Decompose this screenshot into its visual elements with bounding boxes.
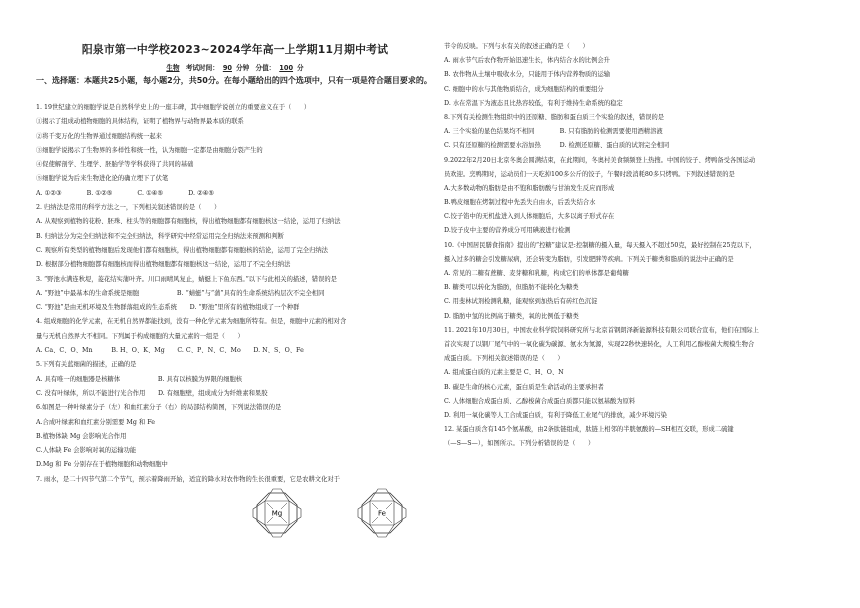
exam-meta bbox=[36, 62, 434, 72]
right-column-line: 8.下列有关检测生物组织中的还原糖、脂肪和蛋白质三个实验的叙述，错误的是 bbox=[444, 113, 665, 121]
left-column-line: D. 根据部分植物细胞都有细胞核而得出植物细胞都有细胞核这一结论，运用了不完全归纳法 bbox=[36, 261, 291, 269]
right-column-line: D.饺子皮中主要的营养成分可用碘液进行检测 bbox=[444, 227, 571, 235]
right-column-line: （—S—S—），如图所示。下列分析错误的是（ ） bbox=[444, 440, 595, 448]
right-column-line: 10.《中国居民膳食指南》提出的“控糖”建议是:控制糖的摄入量，每天摄入不超过50克，最好控制在25克以下， bbox=[444, 241, 756, 249]
time-unit: 分钟 bbox=[236, 64, 250, 72]
right-column-line: B.鸭皮细胞在烤制过程中先丢失自由水，后丢失结合水 bbox=[444, 199, 596, 207]
left-column-line: A.合成叶绿素和血红素分别需要 Mg 和 Fe bbox=[36, 418, 155, 426]
left-column-line: A. 从观察到植物的花粉、胚珠、柱头等的细胞都有细胞核，得出植物细胞都有细胞核这一结论，运用了归纳法 bbox=[36, 218, 341, 226]
chlorophyll-structure bbox=[253, 489, 301, 537]
right-column-line: D. 水在常温下为液态且比热容较低，有利于维持生命系统的稳定 bbox=[444, 99, 623, 107]
left-column-line: ②将千变万化的生物界通过细胞结构统一起来 bbox=[36, 132, 162, 140]
left-column-line: A. Ca、C、O、Mn B. H、O、K、Mg C. C、P、N、C、Mo D. N、S、O、Fe bbox=[36, 347, 304, 355]
left-column-line: 1. 19世纪建立的细胞学说是自然科学史上的一座丰碑，其中细胞学说创立的重要意义在于（ ） bbox=[36, 104, 311, 111]
mg-label: Mg bbox=[271, 509, 283, 518]
right-column-line: 员欢迎。烹鸭期时，运动员们一天吃掉100多公斤的饺子，午餐时段消耗80多只烤鸭。下列叙述错误的是 bbox=[444, 170, 735, 178]
left-column-line: ③细胞学说揭示了生物界的多样性和统一性，认为细胞一定都是由细胞分裂产生的 bbox=[36, 146, 263, 154]
right-column-line: 摄入过多的糖会引发糖尿病，还会转变为脂肪，引发肥胖等疾病。下列关于糖类和脂质的说法中正确的是 bbox=[444, 255, 734, 263]
right-column-line: B. 糖类可以转化为脂肪，但脂肪不能转化为糖类 bbox=[444, 284, 579, 292]
left-column bbox=[36, 101, 434, 487]
right-column-line: 11. 2021年10月30日，中国农业科学院饲料研究所与北京首钢朗泽新能源科技有限公司联合宣布，他们在国际上 bbox=[444, 326, 759, 334]
heme-structure bbox=[358, 489, 406, 537]
right-column-line: 首次实现了以钢厂尾气中的一氧化碳为碳源、氨水为氮源，实现22秒快速转化，人工利用乙醇梭菌大规模生物合 bbox=[444, 340, 755, 348]
right-column-line: 成蛋白质。下列相关叙述错误的是（ ） bbox=[444, 355, 564, 363]
right-column-line: A. 三个实验的显色结果均不相同 B. 只有脂肪的检测需要使用酒精溶液 bbox=[444, 128, 663, 136]
left-column-line: ④促使解剖学、生理学、胚胎学等学科获得了共同的基础 bbox=[36, 161, 194, 169]
right-column-line: C. 用斐林试剂检测乳糖，能观察到加热后有砖红色沉淀 bbox=[444, 298, 598, 306]
left-column-line: C. 观察所有类型的植物细胞后发现他们都有细胞核，得出植物细胞都有细胞核的结论，运用了完全归纳法 bbox=[36, 246, 328, 254]
time-value: 90 bbox=[222, 64, 232, 72]
left-column-line: 3. “野池水满连秋堤，菱花结实蒲叶齐。川口雨晴风复止，蜻蜓上下鱼东西。”以下与此相关的描述，错误的是 bbox=[36, 275, 337, 283]
right-column-line: 9.2022年2月20日北京冬奥会圆满结束，在此期间，冬奥村美食频频登上热搜。中国的饺子、烤鸭备受各国运动 bbox=[444, 156, 756, 164]
left-column-line: D.Mg 和 Fe 分别存在于植物细胞和动物细胞中 bbox=[36, 461, 168, 469]
left-column-line: A. “野池”中最基本的生命系统是细胞 B. “蜻蜓”与“蒲”具有的生命系统结构层次不完全相同 bbox=[36, 289, 325, 297]
left-column-line: ①揭示了组成动植物细胞的具体结构，证明了植物界与动物界最本质的联系 bbox=[36, 118, 244, 126]
right-column-line: B. 农作物从土壤中吸收水分，只能用于体内营养物质的运输 bbox=[444, 71, 611, 79]
right-column-line: 节令的反映。下列与水有关的叙述正确的是（ ） bbox=[444, 43, 589, 50]
fe-label: Fe bbox=[378, 509, 386, 518]
left-column-line: B. 归纳法分为完全归纳法和不完全归纳法，科学研究中经常运用完全归纳法来预测和判断 bbox=[36, 232, 284, 240]
left-column-line: 2. 归纳法是常用的科学方法之一，下列相关叙述错误的是（ ） bbox=[36, 204, 221, 212]
porphyrin-figures bbox=[232, 478, 432, 548]
left-column-line: 6.如图是一种叶绿素分子（左）和血红素分子（右）的局部结构简图，下列说法错误的是 bbox=[36, 404, 282, 412]
subject-label: 生物 bbox=[166, 64, 180, 72]
left-column-line: C. “野池”是由无机环境及生物群落组成的生态系统 D. “野池”里所有的植物组成了一个种群 bbox=[36, 304, 300, 312]
right-column-line: A.大多数动物的脂肪是由不饱和脂肪酸与甘油发生反应而形成 bbox=[444, 184, 615, 192]
right-column-line: A. 组成蛋白质的元素主要是 C、H、O、N bbox=[444, 369, 564, 377]
right-column-line: C. 只有还原糖的检测需要水浴加热 D. 检测还原糖、蛋白质的试剂完全相同 bbox=[444, 142, 670, 150]
left-column-line: 4. 组成细胞的化学元素，在无机自然界都能找到，没有一种化学元素为细胞所特有。但是，细胞中元素的相对含 bbox=[36, 318, 347, 326]
left-column-line: 5.下列有关蓝细菌的描述，正确的是 bbox=[36, 361, 137, 369]
right-column-line: C. 细胞中的水与其他物质结合，成为细胞结构的重要组分 bbox=[444, 85, 604, 93]
exam-title: 阳泉市第一中学校2023~2024学年高一上学期11月期中考试 bbox=[81, 43, 389, 56]
right-column-line: C. 人体细胞合成蛋白质、乙醇梭菌合成蛋白质都只能以氨基酸为原料 bbox=[444, 397, 636, 405]
time-label: 考试时间： bbox=[185, 64, 219, 72]
left-column-line: B.植物体缺 Mg 会影响光合作用 bbox=[36, 432, 127, 440]
score-unit: 分 bbox=[297, 64, 304, 72]
right-column-line: 12. 某蛋白质含有145个氨基酸，由2条肽链组成，肽链上相邻的半胱氨酸的—SH相互交联，形成二硫键 bbox=[444, 426, 734, 434]
right-column-line: C.饺子馅中的无机盐进入到人体细胞后，大多以离子形式存在 bbox=[444, 213, 615, 221]
right-column bbox=[444, 40, 844, 451]
left-column-line: A. 具有唯一的细胞器是核糖体 B. 具有以核膜为界限的细胞核 bbox=[36, 375, 243, 383]
left-column-line: C. 没有叶绿体，所以不能进行光合作用 D. 有细胞壁，组成成分为纤维素和果胶 bbox=[36, 389, 268, 397]
right-column-line: D. 利用一氧化碳等人工合成蛋白质，有利于降低工业尾气的排放，减少环境污染 bbox=[444, 411, 667, 419]
left-column-line: 量与无机自然界大不相同。下列属于构成细胞的大量元素的一组是（ ） bbox=[36, 332, 244, 340]
right-column-line: A. 常见的二糖有蔗糖、麦芽糖和乳糖，构成它们的单体都是葡萄糖 bbox=[444, 270, 629, 277]
left-column-line: A. ①②③ B. ①②⑤ C. ①④⑤ D. ②④⑤ bbox=[36, 189, 214, 197]
score-label: 分值： bbox=[255, 64, 276, 72]
right-column-line: D. 脂肪中氢的比例高于糖类，氧的比例低于糖类 bbox=[444, 312, 579, 320]
left-column-line: ⑤细胞学说为后来生物进化论的确立埋下了伏笔 bbox=[36, 175, 169, 183]
score-value: 100 bbox=[279, 64, 294, 72]
left-column-line: 7. 雨水，是二十四节气第二个节气，预示着降雨开始，适宜的降水对农作物的生长很重要，它是农耕文化对于 bbox=[36, 475, 340, 483]
section-heading: 一、选择题：本题共25小题，每小题2分，共50分。在每小题给出的四个选项中，只有一项是符合题目要求的。 bbox=[36, 76, 432, 85]
left-column-line: C.人体缺 Fe 会影响对氧的运输功能 bbox=[36, 447, 137, 455]
right-column-line: B. 碳是生命的核心元素，蛋白质是生命活动的主要承担者 bbox=[444, 383, 604, 391]
right-column-line: A. 雨水节气后农作物开始迅速生长，体内结合水的比例会升 bbox=[444, 57, 610, 65]
